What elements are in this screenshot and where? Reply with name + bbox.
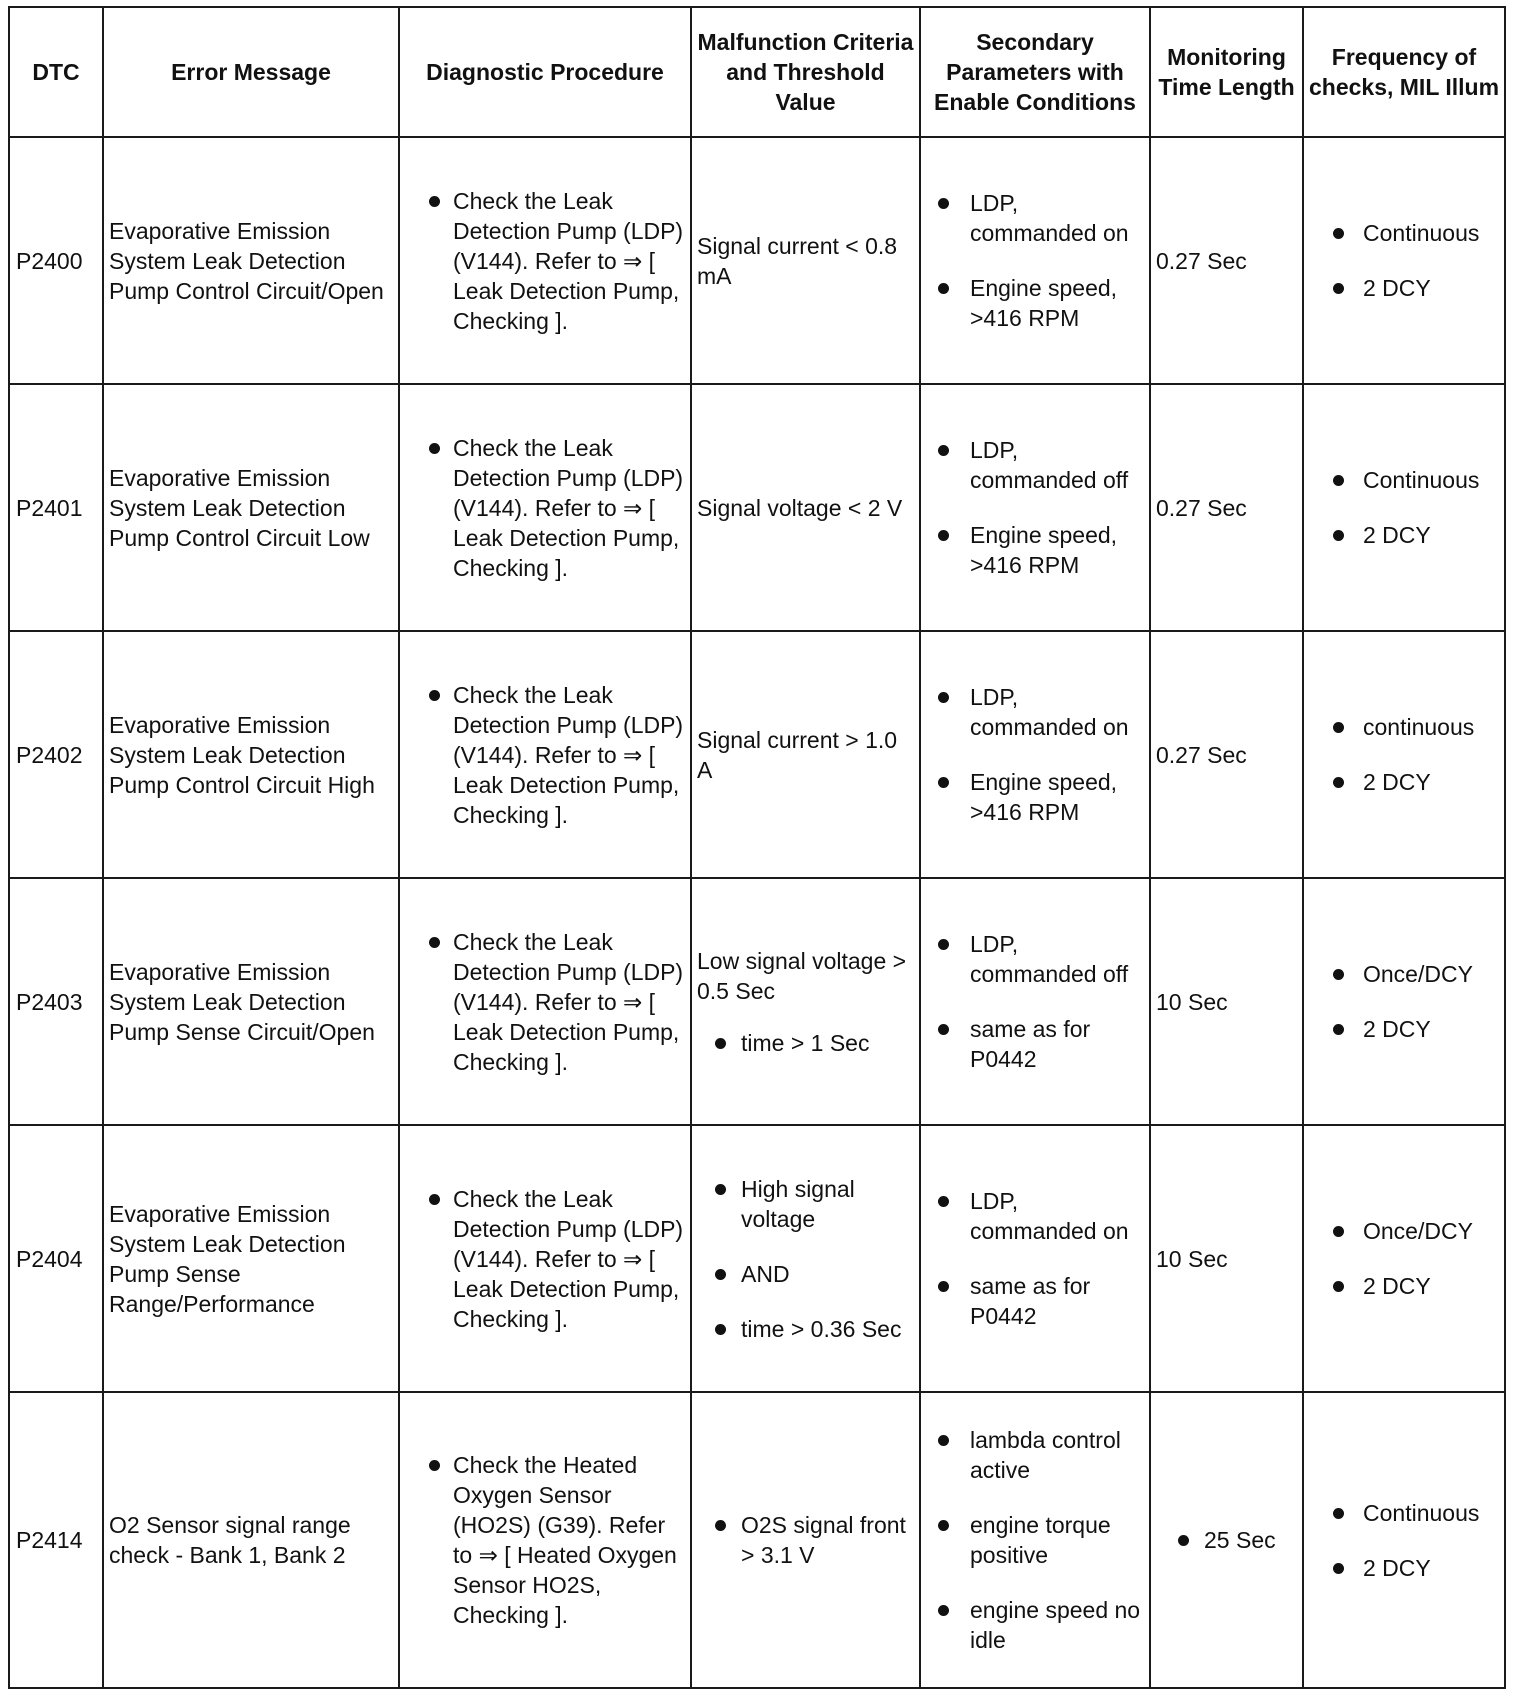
header-frequency: Frequency of checks, MIL Illum — [1303, 7, 1505, 137]
table-row — [9, 384, 1505, 631]
table-row — [9, 878, 1505, 1125]
secondary-item: engine torque positive — [926, 1510, 1144, 1570]
error-message: Evaporative Emission System Leak Detection Pump Sense Range/Performance — [103, 1125, 399, 1392]
diagnostic-procedure — [399, 878, 691, 1125]
dtc-code: P2402 — [9, 631, 103, 878]
secondary-item: LDP, commanded off — [926, 435, 1144, 495]
error-message: Evaporative Emission System Leak Detection Pump Control Circuit High — [103, 631, 399, 878]
secondary-item: Engine speed, >416 RPM — [926, 273, 1144, 333]
frequency — [1303, 384, 1505, 631]
secondary-item: Engine speed, >416 RPM — [926, 520, 1144, 580]
header-error-message: Error Message — [103, 7, 399, 137]
frequency — [1303, 878, 1505, 1125]
secondary-item: same as for P0442 — [926, 1014, 1144, 1074]
diagnostic-procedure — [399, 384, 691, 631]
criteria-item: time > 1 Sec — [697, 1028, 914, 1058]
malfunction-criteria — [691, 384, 920, 631]
table-row — [9, 631, 1505, 878]
procedure-item: Check the Leak Detection Pump (LDP) (V144). Refer to ⇒ [ Leak Detection Pump, Checking ]. — [419, 186, 685, 336]
secondary-item: Engine speed, >416 RPM — [926, 767, 1144, 827]
monitoring-time-item: 25 Sec — [1170, 1525, 1297, 1555]
procedure-item: Check the Leak Detection Pump (LDP) (V144). Refer to ⇒ [ Leak Detection Pump, Checking ]. — [419, 927, 685, 1077]
malfunction-criteria — [691, 1125, 920, 1392]
monitoring-time: 10 Sec — [1150, 878, 1303, 1125]
header-dtc: DTC — [9, 7, 103, 137]
procedure-item: Check the Leak Detection Pump (LDP) (V144). Refer to ⇒ [ Leak Detection Pump, Checking ]. — [419, 433, 685, 583]
dtc-code: P2401 — [9, 384, 103, 631]
frequency-item: Once/DCY — [1309, 1216, 1499, 1246]
diagnostic-procedure — [399, 1125, 691, 1392]
dtc-code: P2404 — [9, 1125, 103, 1392]
error-message: Evaporative Emission System Leak Detection Pump Control Circuit Low — [103, 384, 399, 631]
secondary-parameters — [920, 384, 1150, 631]
procedure-item: Check the Leak Detection Pump (LDP) (V144). Refer to ⇒ [ Leak Detection Pump, Checking ]. — [419, 1184, 685, 1334]
secondary-item: LDP, commanded on — [926, 188, 1144, 248]
frequency-item: Continuous — [1309, 1498, 1499, 1528]
header-malfunction-criteria: Malfunction Criteria and Threshold Value — [691, 7, 920, 137]
secondary-item: LDP, commanded on — [926, 1186, 1144, 1246]
frequency-item: 2 DCY — [1309, 1014, 1499, 1044]
frequency — [1303, 1125, 1505, 1392]
secondary-parameters — [920, 1125, 1150, 1392]
header-secondary-parameters: Secondary Parameters with Enable Conditions — [920, 7, 1150, 137]
header-monitoring-time: Monitoring Time Length — [1150, 7, 1303, 137]
criteria-item: AND — [697, 1259, 914, 1289]
frequency-item: Continuous — [1309, 218, 1499, 248]
secondary-item: engine speed no idle — [926, 1595, 1144, 1655]
monitoring-time: 0.27 Sec — [1150, 137, 1303, 384]
frequency-item: 2 DCY — [1309, 767, 1499, 797]
frequency-item: 2 DCY — [1309, 273, 1499, 303]
secondary-item: same as for P0442 — [926, 1271, 1144, 1331]
procedure-item: Check the Heated Oxygen Sensor (HO2S) (G39). Refer to ⇒ [ Heated Oxygen Sensor HO2S, Checking ]. — [419, 1450, 685, 1630]
frequency-item: Continuous — [1309, 465, 1499, 495]
secondary-parameters — [920, 878, 1150, 1125]
frequency-item: 2 DCY — [1309, 520, 1499, 550]
criteria-text: Signal voltage < 2 V — [697, 494, 903, 521]
criteria-text: Low signal voltage > 0.5 Sec — [697, 947, 907, 1004]
criteria-text: Signal current < 0.8 mA — [697, 232, 898, 289]
malfunction-criteria — [691, 1392, 920, 1688]
dtc-table — [8, 6, 1506, 1689]
secondary-parameters — [920, 631, 1150, 878]
malfunction-criteria — [691, 631, 920, 878]
monitoring-time: 0.27 Sec — [1150, 631, 1303, 878]
diagnostic-procedure — [399, 137, 691, 384]
monitoring-time: 0.27 Sec — [1150, 384, 1303, 631]
secondary-parameters — [920, 137, 1150, 384]
frequency — [1303, 1392, 1505, 1688]
dtc-code: P2403 — [9, 878, 103, 1125]
table-row — [9, 1125, 1505, 1392]
error-message: Evaporative Emission System Leak Detection Pump Sense Circuit/Open — [103, 878, 399, 1125]
criteria-item: High signal voltage — [697, 1174, 914, 1234]
secondary-item: LDP, commanded off — [926, 929, 1144, 989]
dtc-code: P2414 — [9, 1392, 103, 1688]
frequency — [1303, 137, 1505, 384]
secondary-item: lambda control active — [926, 1425, 1144, 1485]
dtc-code: P2400 — [9, 137, 103, 384]
criteria-text: Signal current > 1.0 A — [697, 726, 898, 783]
secondary-parameters — [920, 1392, 1150, 1688]
malfunction-criteria — [691, 137, 920, 384]
monitoring-time: 10 Sec — [1150, 1125, 1303, 1392]
header-diagnostic-procedure: Diagnostic Procedure — [399, 7, 691, 137]
diagnostic-procedure — [399, 631, 691, 878]
error-message: O2 Sensor signal range check - Bank 1, Bank 2 — [103, 1392, 399, 1688]
frequency-item: continuous — [1309, 712, 1499, 742]
monitoring-time — [1150, 1392, 1303, 1688]
table-body — [9, 137, 1505, 1688]
criteria-item: time > 0.36 Sec — [697, 1314, 914, 1344]
frequency-item: 2 DCY — [1309, 1271, 1499, 1301]
criteria-item: O2S signal front > 3.1 V — [697, 1510, 914, 1570]
table-row — [9, 1392, 1505, 1688]
malfunction-criteria — [691, 878, 920, 1125]
frequency-item: Once/DCY — [1309, 959, 1499, 989]
diagnostic-procedure — [399, 1392, 691, 1688]
frequency — [1303, 631, 1505, 878]
table-row — [9, 137, 1505, 384]
error-message: Evaporative Emission System Leak Detection Pump Control Circuit/Open — [103, 137, 399, 384]
procedure-item: Check the Leak Detection Pump (LDP) (V144). Refer to ⇒ [ Leak Detection Pump, Checking ]. — [419, 680, 685, 830]
frequency-item: 2 DCY — [1309, 1553, 1499, 1583]
secondary-item: LDP, commanded on — [926, 682, 1144, 742]
table-header — [9, 7, 1505, 137]
